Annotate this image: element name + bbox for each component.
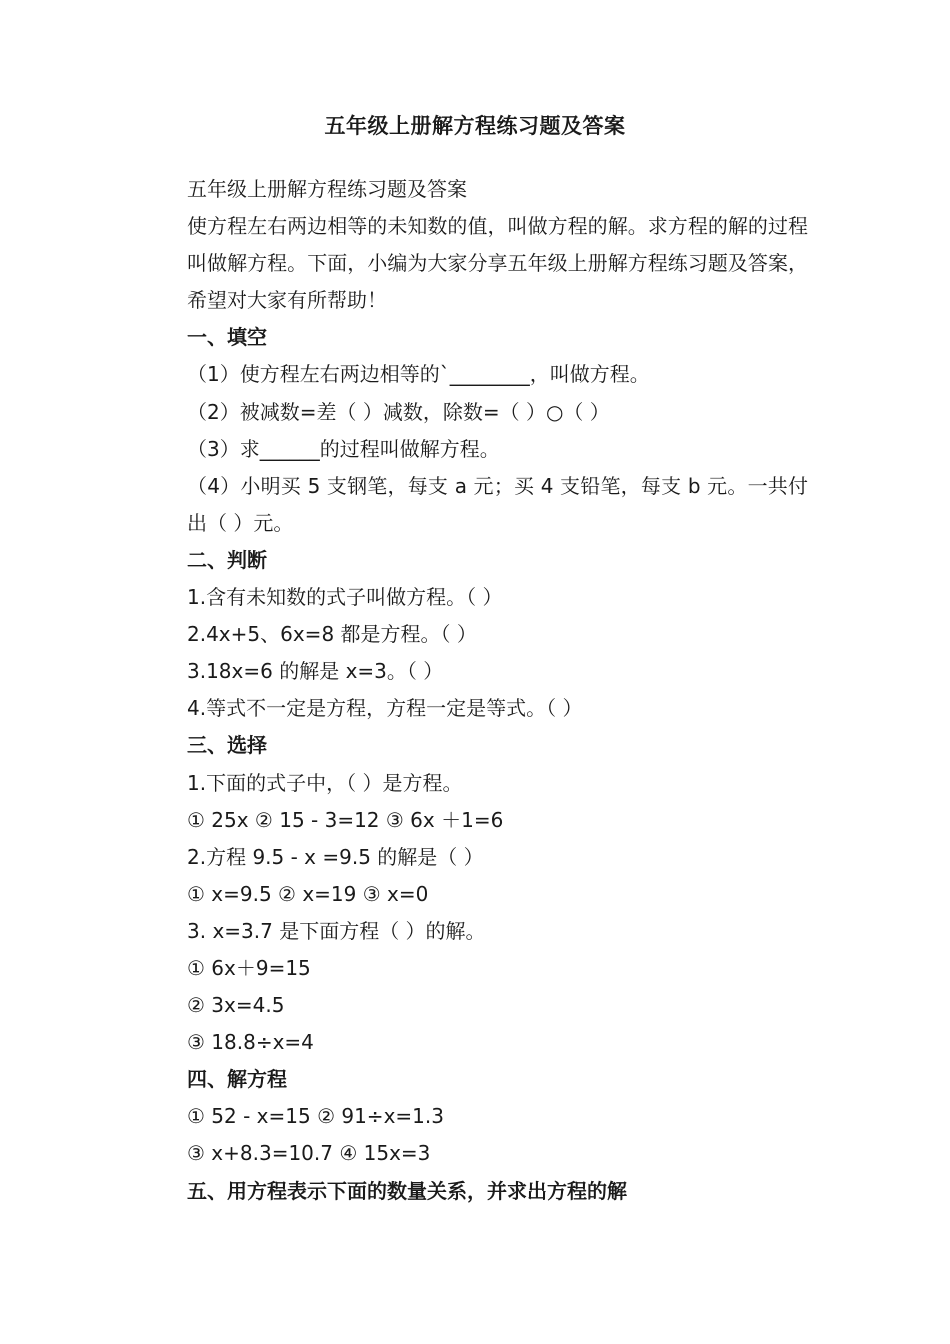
question-line: 1.含有未知数的式子叫做方程。（ ） (187, 585, 503, 610)
section-heading-word-problems: 五、用方程表示下面的数量关系，并求出方程的解 (187, 1178, 627, 1203)
equation-line: ① 52 - x=15 ② 91÷x=1.3 (187, 1104, 444, 1129)
section-heading-solve: 四、解方程 (187, 1067, 287, 1092)
section-heading-fill-blank: 一、填空 (187, 325, 267, 350)
option-line: ② 3x=4.5 (187, 993, 285, 1018)
question-line: 3.18x=6 的解是 x=3。（ ） (187, 659, 444, 684)
section-heading-judge: 二、判断 (187, 547, 267, 572)
question-line: （4）小明买 5 支钢笔，每支 a 元；买 4 支铅笔，每支 b 元。一共付出（ ）元。 (187, 473, 808, 535)
question-line: 4.等式不一定是方程，方程一定是等式。（ ） (187, 696, 583, 721)
section-heading-choice: 三、选择 (187, 733, 267, 758)
intro-subtitle: 五年级上册解方程练习题及答案 (187, 177, 467, 201)
question-line: 2.方程 9.5 - x =9.5 的解是（ ） (187, 844, 484, 869)
question-line: （3）求______的过程叫做解方程。 (187, 436, 500, 461)
option-line: ① 25x ② 15 - 3=12 ③ 6x ＋1=6 (187, 807, 504, 832)
question-line: 2.4x+5、6x=8 都是方程。（ ） (187, 622, 477, 647)
document-body (144, 171, 808, 1210)
intro-paragraph: 使方程左右两边相等的未知数的值，叫做方程的解。求方程的解的过程叫做解方程。下面，小编为大家分享五年级上册解方程练习题及答案，希望对大家有所帮助！ (187, 214, 808, 313)
question-line: 3. x=3.7 是下面方程（ ）的解。 (187, 918, 486, 943)
document-title: 五年级上册解方程练习题及答案 (324, 114, 626, 138)
question-line: 1.下面的式子中，（ ）是方程。 (187, 770, 463, 795)
question-line: （1）使方程左右两边相等的`________，叫做方程。 (187, 362, 650, 387)
option-line: ① x=9.5 ② x=19 ③ x=0 (187, 881, 429, 906)
option-line: ③ 18.8÷x=4 (187, 1030, 314, 1055)
option-line: ① 6x＋9=15 (187, 955, 311, 980)
equation-line: ③ x+8.3=10.7 ④ 15x=3 (187, 1141, 431, 1166)
question-line: （2）被减数=差（ ）减数，除数=（ ）○（ ） (187, 399, 610, 424)
